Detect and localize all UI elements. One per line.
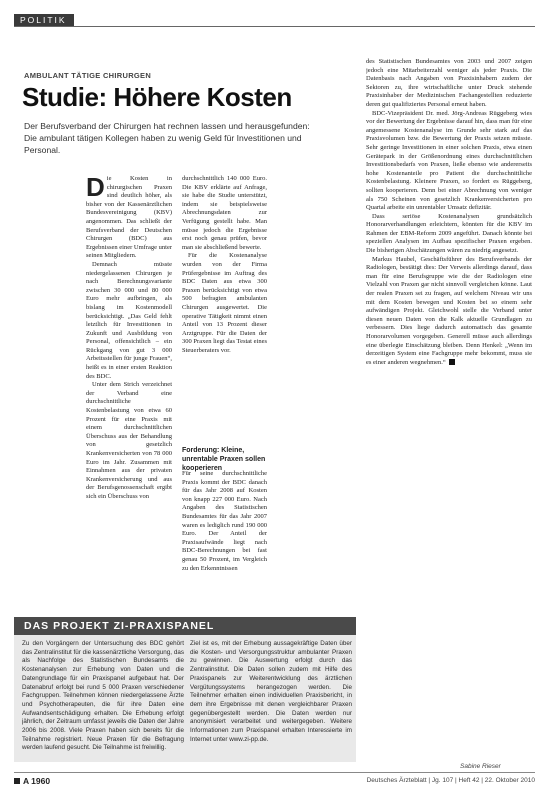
info-box-text-right: Ziel ist es, mit der Erhebung aussagekräftige Daten über die Kosten- und Versorgungsstruktur ambulanter Praxen zu gewinnen. Die Auswertung erfolgt durch das Zentralinstitut. Die Daten sollen zudem mit Hilfe des Praxispanels zur Weiterentwicklung des ärztlichen Vergütungssystems herangezogen werden. Die Teilnehmer erhalten einen individuellen Praxisbericht, in dem ihre Ergebnisse mit denen vergleichbarer Praxen gegenübergestellt werden. Die Daten werden nur anonymisiert verarbeitet und weitergegeben. Weitere Informationen zum Praxispanel erhalten Interessierte im Internet unter www.zi-pp.de. — [190, 640, 352, 743]
body-column-2 — [182, 175, 267, 443]
kicker: AMBULANT TÄTIGE CHIRURGEN — [24, 71, 152, 80]
paragraph: Demnach müsste niedergelassenen Chirurgen je nach Berechnungsvariante zwischen 30 000 und 80 000 Euro mehr aufbringen, als bislang im Kostenmodell berücksichtigt. „Das Geld fehlt letztlich für Investitionen in Zukunft und Ausbildung von Personal, offensichtlich – ein Rückgang von gut 3 000 Arbeitsstellen für junge Frauen“, heißt es in einer ersten Reaktion des BDC. — [86, 260, 172, 380]
body-column-2-continued — [182, 470, 267, 615]
paragraph: des Statistischen Bundesamtes von 2003 und 2007 zeigen jedoch eine Mitarbeiterzahl weniger als jeder Praxis. Die Datenbasis nach Angaben von Praxisinhabern zudem der Sektoren zu, ihre wirtschaftliche unter Druck stehende Praxisinhaber der Medizinischen Fachangestellten reduzierte deren gut qualifiziertes Personal erneut haben. — [366, 58, 532, 108]
footer-divider — [14, 772, 535, 773]
paragraph — [86, 175, 172, 261]
headline: Studie: Höhere Kosten — [22, 82, 292, 112]
drop-cap: D — [86, 175, 105, 202]
top-divider — [14, 26, 535, 27]
body-column-3 — [366, 58, 532, 728]
body-column-1 — [86, 175, 172, 615]
info-box-text-left: Zu den Vorgängern der Untersuchung des BDC gehört das Zentralinstitut für die kassenärztliche Versorgung, das als Nachfolge des Statistischen Bundesamts die Kostenanalysen zur Erhebung von Daten und die Datengrundlage für ein Praxispanel aufgebaut hat. Der Datenabruf erfolgt bei rund 5 000 Praxen verschiedener Fachgruppen. Teilnehmen können niedergelassene Ärzte und Psychotherapeuten, die für ihre Daten eine Aufwandsentschädigung erhalten. Die Erhebung erfolgt jährlich, der Zeitraum umfasst jeweils die Daten der Jahre 2006 bis 2008. Viele Praxen haben sich bereits für die Teilnahme registriert. Neue Praxen für die Befragung werden laufend gesucht. Die Teilnahme ist freiwillig. — [22, 640, 184, 752]
paragraph: Für seine durchschnittliche Praxis kommt der BDC danach für das Jahr 2008 auf Kosten von knapp 227 000 Euro. Nach Angaben des Statistischen Bundesamtes für das Jahr 2007 waren es lediglich rund 190 000 Euro. Der Anteil der Praxisaufwände liegt nach BDC-Berechnungen bei fast genau 50 Prozent, im Vergleich zu den Erkenntnissen — [182, 470, 267, 572]
paragraph-text: Markus Haubel, Geschäftsführer des Berufsverbands der Radiologen, bestätigt dies: Der Verweis allerdings darauf, dass man für eine Berufsgruppe wie die der Radiologen eine Vielzahl von Praxen gar nicht sinnvoll vergleichen könne. Laut der realen Praxen sei zu fragen, auf welchem Niveau wir uns mit dem Kosten bewegen und Kosten bei so einem sehr aufwändigen Projekt. Gleichwohl stelle die Verband unter diesen neuen Daten von die Kalk aktuelle Grundlagen zu verbessern. Dies liege dadurch automatisch das gesamte Honorarvolumen vorgegeben. Generell müsse auch allerdings eine überlegte Einschätzung bleiben. Denn Henkel: „Wenn im derzeitigen System eine Fachgruppe mehr bekommt, muss sie es einer anderen wegnehmen.“ — [366, 255, 532, 366]
paragraph — [366, 256, 532, 368]
info-box-title: DAS PROJEKT ZI-PRAXISPANEL — [14, 617, 356, 635]
info-box — [14, 617, 356, 762]
paragraph: BDC-Vizepräsident Dr. med. Jörg-Andreas Rüggeberg wies vor der Bewertung der Ergebnisse darauf hin, dass man für eine angemessene Kostenanalyse im Grunde sehr stark auf das Praxisvolumen bzw. die Bewertung der Praxis setzen müsste. Sehr geringe Investitionen in einer solchen Praxis, etwa einen Gerätepark in der Größenordnung eines durchschnittlichen Investitionsbedarfs von Praxen, ließe ebenso wie andererseits hohe Kostenanteile pro Patient die durchschnittliche Kostenbelastung. Kleinere Praxen, so fordert es Rüggeberg, sollten kooperieren. Denn bei einer Abrechnung von weniger als 750 Scheinen von gesetzlich Krankenversicherten pro Quartal arbeite ein unrentabler Umsatz defizitär. — [366, 109, 532, 212]
page-number — [14, 776, 50, 786]
lead-paragraph: Der Berufsverband der Chirurgen hat rechnen lassen und herausgefunden: Die ambulant tätigen Kollegen haben zu wenig Geld für Investitionen und Personal. — [24, 121, 310, 155]
end-of-article-mark — [449, 359, 455, 365]
author-credit: Sabine Rieser — [460, 763, 501, 770]
page-number-text: A 1960 — [23, 776, 51, 786]
section-label: POLITIK — [14, 14, 74, 26]
paragraph: durchschnittlich 140 000 Euro. Die KBV erklärte auf Anfrage, sie habe die Studie unterstützt, indem sie beispielsweise Abrechnungsdaten zur Verfügung gestellt habe. Man müsse jedoch die Ergebnisse erst noch genau prüfen, bevor man sie abschließend bewerte. — [182, 175, 267, 251]
paragraph: Dass seriöse Kostenanalysen grundsätzlich Honorarverhandlungen erleichtern, könnten für die KBV im Rahmen der EBM-Reform 2009 angeführt. Danach könnte bei speziellen Analysen im Aufbau spezifischer Praxen ergeben. Die bisherigen Abschätzungen wären zu niedrig angesetzt. — [366, 212, 532, 255]
square-marker-icon — [14, 778, 20, 784]
subheading: Forderung: Kleine, unrentable Praxen sollen kooperieren — [182, 447, 266, 472]
paragraph-text: ie Kosten in chirurgischen Praxen sind deutlich höher, als bisher von der Kassenärztlichen Bundesvereinigung (KBV) angenommen. Das schließt der Berufsverband der Deutschen Chirurgen (BDC) aus Ergebnissen einer Umfrage unter seinen Mitgliedern. — [86, 175, 172, 260]
paragraph: Unter dem Strich verzeichnet der Verband eine durchschnittliche Kostenbelastung von etwa 60 Prozent für eine Praxis mit einem durchschnittlichen Überschuss aus der Behandlung von gesetzlich Krankenversicherten von 78 000 Euro im Jahr. Zusammen mit Einnahmen aus der privaten Krankenversicherung und aus der Berufsgenossenschaft ergibt sich ein Überschuss von — [86, 381, 172, 500]
journal-citation: Deutsches Ärzteblatt | Jg. 107 | Heft 42 | 22. Oktober 2010 — [366, 777, 535, 784]
paragraph: Für die Kostenanalyse wurden von der Firma Prüfergebnisse im Auftrag des BDC Daten aus etwa 300 Praxen berücksichtigt von etwa 500 befragten ambulanten Chirurgen ausgewertet. Die operative Tätigkeit nimmt einen Anteil von 13 Prozent dieser Arztgruppe. Für die Daten der 300 Praxen liegt das Testat eines Steuerberaters vor. — [182, 252, 267, 354]
